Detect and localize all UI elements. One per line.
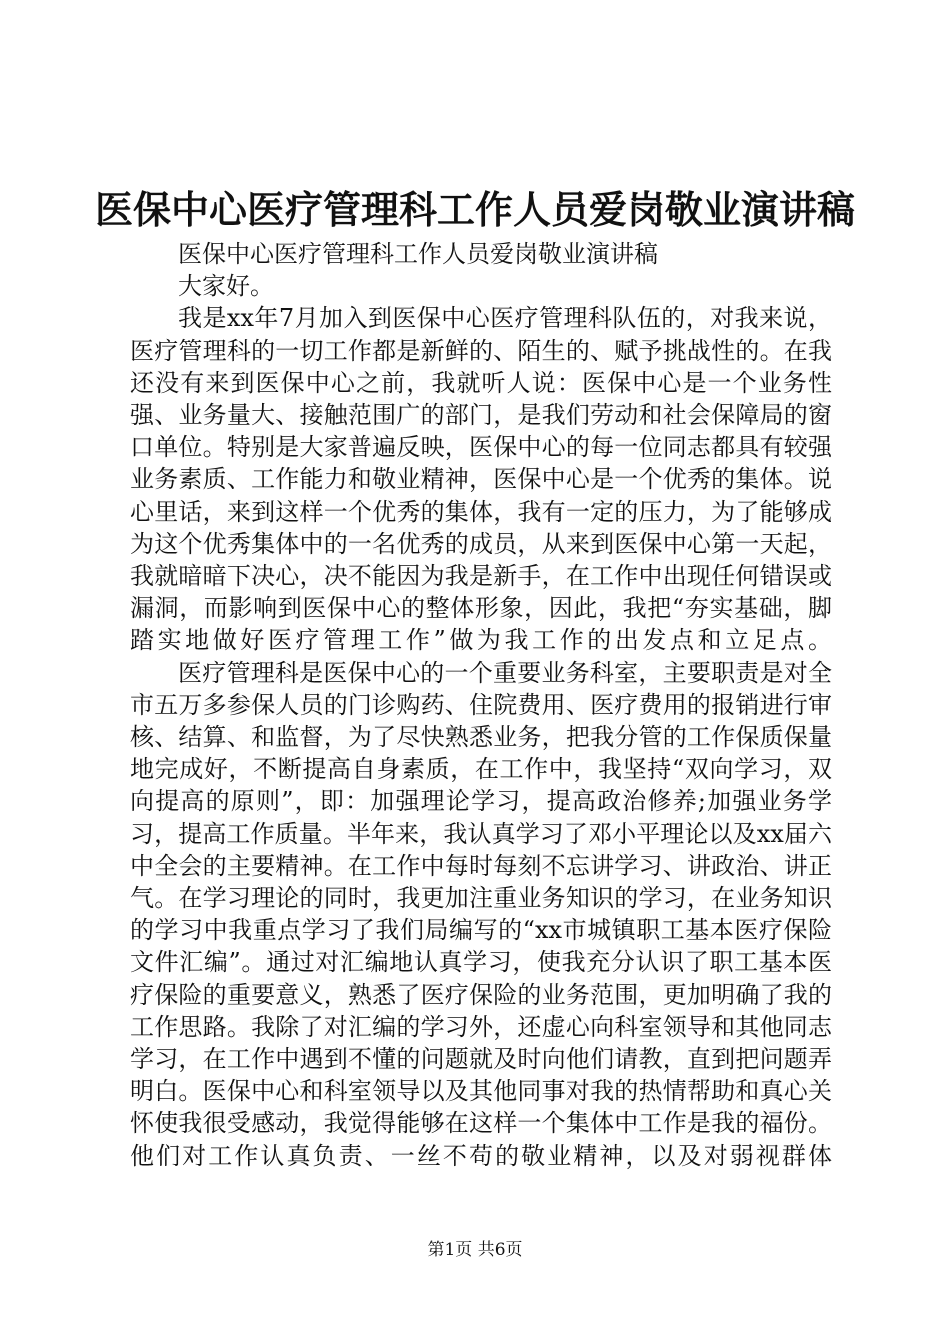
page-footer: 第1页 共6页 bbox=[427, 1240, 523, 1260]
paragraph-2: 医疗管理科是医保中心的一个重要业务科室，主要职责是对全市五万多参保人员的门诊购药、住院费用、医疗费用的报销进行审核、结算、和监督，为了尽快熟悉业务，把我分管的工作保质保量地完成好，不断提高自身素质，在工作中，我坚持“双向学习，双向提高的原则”，即：加强理论学习，提高政治修养;加强业务学习，提高工作质量。半年来，我认真学习了邓小平理论以及xx届六中全会的主要精神。在工作中每时每刻不忘讲学习、讲政治、讲正气。在学习理论的同时，我更加注重业务知识的学习，在业务知识的学习中我重点学习了我们局编写的“xx市城镇职工基本医疗保险文件汇编”。通过对汇编地认真学习，使我充分认识了职工基本医疗保险的重要意义，熟悉了医疗保险的业务范围，更加明确了我的工作思路。我除了对汇编的学习外，还虚心向科室领导和其他同志学习，在工作中遇到不懂的问题就及时向他们请教，直到把问题弄明白。医保中心和科室领导以及其他同事对我的热情帮助和真心关怀使我很受感动，我觉得能够在这样一个集体中工作是我的福份。他们对工作认真负责、一丝不苟的敬业精神，以及对弱视群体 bbox=[130, 658, 832, 1170]
paragraph-1: 我是xx年7月加入到医保中心医疗管理科队伍的，对我来说，医疗管理科的一切工作都是新鲜的、陌生的、赋予挑战性的。在我还没有来到医保中心之前，我就听人说：医保中心是一个业务性强、业务量大、接触范围广的部门，是我们劳动和社会保障局的窗口单位。特别是大家普遍反映，医保中心的每一位同志都具有较强业务素质、工作能力和敬业精神，医保中心是一个优秀的集体。说心里话，来到这样一个优秀的集体，我有一定的压力，为了能够成为这个优秀集体中的一名优秀的成员，从来到医保中心第一天起，我就暗暗下决心，决不能因为我是新手，在工作中出现任何错误或漏洞，而影响到医保中心的整体形象，因此，我把“夯实基础，脚踏实地做好医疗管理工作”做为我工作的出发点和立足点。 bbox=[130, 304, 832, 655]
document-title: 医保中心医疗管理科工作人员爱岗敬业演讲稿 bbox=[94, 187, 855, 232]
subtitle-line: 医保中心医疗管理科工作人员爱岗敬业演讲稿 bbox=[178, 240, 658, 268]
document-body bbox=[130, 238, 832, 1172]
greeting: 大家好。 bbox=[178, 272, 274, 301]
